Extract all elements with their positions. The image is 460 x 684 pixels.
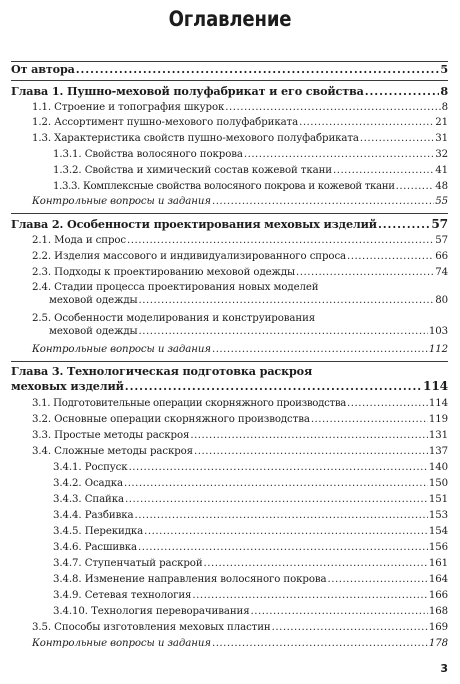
page-ref: 74 xyxy=(435,267,448,278)
leader-dots xyxy=(204,558,428,569)
leader-dots xyxy=(347,398,428,409)
leader-dots xyxy=(251,606,428,617)
toc-entry-3-4-5[interactable]: 3.4.5. Перекидка ..... 154 xyxy=(11,526,448,537)
toc-entry-3-4-6[interactable]: 3.4.6. Расшивка ..... 156 xyxy=(11,542,448,553)
leader-dots xyxy=(296,267,434,278)
leader-dots xyxy=(125,379,422,393)
page-ref: 151 xyxy=(428,494,448,505)
toc-entry-3-4[interactable]: 3.4. Сложные методы раскроя ..... 137 xyxy=(11,446,448,457)
leader-dots xyxy=(129,462,428,473)
page-ref: 119 xyxy=(428,414,448,425)
leader-dots xyxy=(190,430,428,441)
toc-entry-3-4-2[interactable]: 3.4.2. Осадка ..... 150 xyxy=(11,478,448,489)
toc-entry-3-4-3[interactable]: 3.4.3. Спайка ..... 151 xyxy=(11,494,448,505)
toc-entry-foreword[interactable]: От автора ..... 5 xyxy=(11,62,448,76)
page-ref: 57 xyxy=(431,217,448,231)
page-ref: 112 xyxy=(428,344,448,355)
toc-entry-3-2[interactable]: 3.2. Основные операции скорняжного производства ..... 119 xyxy=(11,414,448,425)
leader-dots xyxy=(311,414,428,425)
toc-entry-2-4[interactable]: 2.4. Стадии процесса проектирования новых моделей меховой одежды ..... 80 xyxy=(11,282,448,306)
toc-entry-1-3-1[interactable]: 1.3.1. Свойства волосяного покрова ..... 32 xyxy=(11,149,448,160)
leader-dots xyxy=(327,574,427,585)
page-ref: 114 xyxy=(428,398,448,409)
page-ref: 137 xyxy=(428,446,448,457)
leader-dots xyxy=(244,149,434,160)
toc-entry-3-4-8[interactable]: 3.4.8. Изменение направления волосяного покрова ..... 164 xyxy=(11,574,448,585)
page-title: Оглавление xyxy=(168,7,292,31)
leader-dots xyxy=(76,62,440,76)
toc-entry-2-2[interactable]: 2.2. Изделия массового и индивидуализированного спроса ..... 66 xyxy=(11,251,448,262)
leader-dots xyxy=(272,622,428,633)
page-number: 3 xyxy=(440,662,448,675)
leader-dots xyxy=(212,638,428,649)
page-ref: 8 xyxy=(440,84,448,98)
toc-entry-3-3[interactable]: 3.3. Простые методы раскроя ..... 131 xyxy=(11,430,448,441)
toc-entry-1-3-2[interactable]: 1.3.2. Свойства и химический состав кожевой ткани ..... 41 xyxy=(11,165,448,176)
leader-dots xyxy=(347,251,434,262)
page-ref: 164 xyxy=(428,574,448,585)
toc-entry-3-4-1[interactable]: 3.4.1. Роспуск ..... 140 xyxy=(11,462,448,473)
leader-dots xyxy=(139,326,428,337)
leader-dots xyxy=(225,102,440,113)
leader-dots xyxy=(360,133,434,144)
page-ref: 150 xyxy=(428,478,448,489)
toc-entry-1-3-3[interactable]: 1.3.3. Комплексные свойства волосяного покрова и кожевой ткани ..... 48 xyxy=(11,181,448,192)
page-ref: 166 xyxy=(428,590,448,601)
toc-entry-3-4-7[interactable]: 3.4.7. Ступенчатый раскрой ..... 161 xyxy=(11,558,448,569)
leader-dots xyxy=(299,117,434,128)
toc-entry-chapter-1[interactable]: Глава 1. Пушно-меховой полуфабрикат и его свойства ..... 8 xyxy=(11,84,448,98)
leader-dots xyxy=(365,84,440,98)
toc-entry-chapter-3[interactable]: Глава 3. Технологическая подготовка раскроя меховых изделий ..... 114 xyxy=(11,364,448,393)
toc-entry-3-1[interactable]: 3.1. Подготовительные операции скорняжного производства ..... 114 xyxy=(11,398,448,409)
leader-dots xyxy=(333,165,434,176)
toc-entry-1-1[interactable]: 1.1. Строение и топография шкурок ..... 8 xyxy=(11,102,448,113)
leader-dots xyxy=(138,542,428,553)
toc-entry-2-5[interactable]: 2.5. Особенности моделирования и конструирования меховой одежды ..... 103 xyxy=(11,313,448,337)
toc-entry-2-3[interactable]: 2.3. Подходы к проектированию меховой одежды ..... 74 xyxy=(11,267,448,278)
leader-dots xyxy=(212,344,428,355)
page-ref: 103 xyxy=(428,326,448,337)
page-ref: 80 xyxy=(435,295,448,306)
leader-dots xyxy=(194,446,428,457)
toc-entry-2-1[interactable]: 2.1. Мода и спрос ..... 57 xyxy=(11,235,448,246)
page-ref: 131 xyxy=(428,430,448,441)
toc-entry-chapter-2[interactable]: Глава 2. Особенности проектирования меховых изделий ..... 57 xyxy=(11,217,448,231)
leader-dots xyxy=(139,295,435,306)
leader-dots xyxy=(127,235,434,246)
toc-entry-1-2[interactable]: 1.2. Ассортимент пушно-мехового полуфабриката ..... 21 xyxy=(11,117,448,128)
leader-dots xyxy=(378,217,430,231)
page-ref: 41 xyxy=(435,165,448,176)
leader-dots xyxy=(212,196,434,207)
page-ref: 31 xyxy=(435,133,448,144)
divider xyxy=(11,361,448,362)
divider xyxy=(11,80,448,81)
toc-entry-ch2-questions[interactable]: Контрольные вопросы и задания ..... 112 xyxy=(11,344,448,355)
page-ref: 140 xyxy=(428,462,448,473)
page-ref: 32 xyxy=(435,149,448,160)
page-ref: 66 xyxy=(435,251,448,262)
page-ref: 8 xyxy=(441,102,448,113)
page-ref: 156 xyxy=(428,542,448,553)
page-ref: 178 xyxy=(428,638,448,649)
toc-entry-3-4-4[interactable]: 3.4.4. Разбивка ..... 153 xyxy=(11,510,448,521)
page-ref: 153 xyxy=(428,510,448,521)
page-ref: 169 xyxy=(428,622,448,633)
page-ref: 55 xyxy=(435,196,448,207)
toc-entry-ch3-questions[interactable]: Контрольные вопросы и задания ..... 178 xyxy=(11,638,448,649)
toc-entry-3-5[interactable]: 3.5. Способы изготовления меховых пластин ..... 169 xyxy=(11,622,448,633)
leader-dots xyxy=(124,478,428,489)
toc-entry-1-3[interactable]: 1.3. Характеристика свойств пушно-мехового полуфабриката ..... 31 xyxy=(11,133,448,144)
page-ref: 57 xyxy=(435,235,448,246)
page-ref: 168 xyxy=(428,606,448,617)
divider xyxy=(11,213,448,214)
leader-dots xyxy=(192,590,427,601)
page-ref: 48 xyxy=(435,181,448,192)
page-ref: 21 xyxy=(435,117,448,128)
toc-entry-3-4-9[interactable]: 3.4.9. Сетевая технология ..... 166 xyxy=(11,590,448,601)
toc-entry-ch1-questions[interactable]: Контрольные вопросы и задания ..... 55 xyxy=(11,196,448,207)
leader-dots xyxy=(134,510,427,521)
page-ref: 154 xyxy=(428,526,448,537)
leader-dots xyxy=(144,526,428,537)
leader-dots xyxy=(125,494,428,505)
toc-entry-3-4-10[interactable]: 3.4.10. Технология переворачивания ..... 168 xyxy=(11,606,448,617)
page-ref: 114 xyxy=(423,379,448,393)
page-ref: 5 xyxy=(440,62,448,76)
page-ref: 161 xyxy=(428,558,448,569)
leader-dots xyxy=(396,181,435,192)
